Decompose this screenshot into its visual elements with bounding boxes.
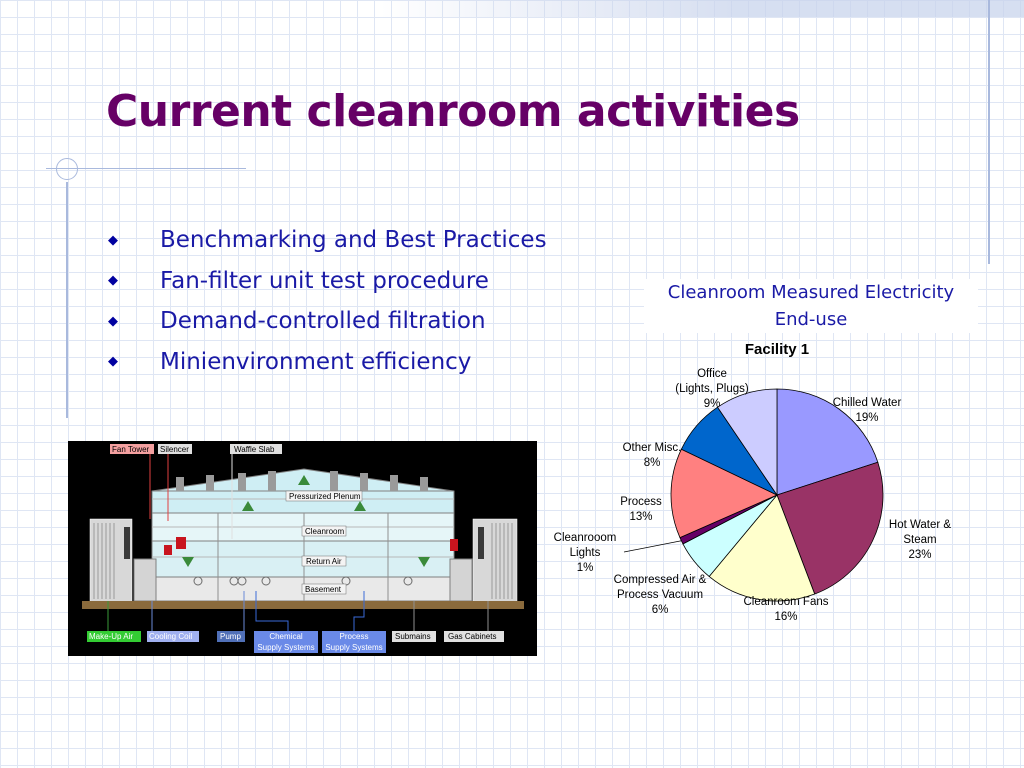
svg-text:Cleanroom: Cleanroom [305, 527, 345, 536]
svg-text:Fan Tower: Fan Tower [112, 445, 150, 454]
bullet-item [104, 261, 547, 302]
silencer-label [158, 444, 192, 454]
left-building-side [90, 519, 132, 603]
pie-slice-label: Other Misc. 8% [622, 442, 682, 469]
header-decoration-band [380, 0, 1024, 17]
make-up-air-label [87, 631, 141, 642]
chart-caption-line: End-use [774, 309, 848, 330]
svg-text:Supply Systems: Supply Systems [325, 643, 383, 652]
slide-title: Current cleanroom activities [106, 86, 800, 137]
bullet-text: Demand-controlled filtration [160, 308, 486, 335]
decorative-ring [56, 158, 78, 180]
svg-text:Supply Systems: Supply Systems [257, 643, 315, 652]
diamond-bullet-icon: ◆ [108, 354, 118, 370]
right-building-side [473, 519, 517, 603]
bullet-list [104, 220, 547, 382]
bullet-text: Minienvironment efficiency [160, 348, 472, 375]
cleanroom-label [302, 526, 346, 536]
bullet-text: Fan-filter unit test procedure [160, 267, 489, 294]
bullet-item [104, 301, 547, 342]
cooling-coil-label [147, 631, 199, 642]
svg-text:Pump: Pump [220, 632, 241, 641]
svg-text:Chemical: Chemical [269, 632, 303, 641]
pie-slice-label: Process 13% [620, 496, 662, 523]
chart-caption [644, 279, 978, 333]
diamond-bullet-icon: ◆ [108, 313, 118, 329]
bullet-item [104, 220, 547, 261]
pie-slice-label: Office (Lights, Plugs) 9% [675, 368, 749, 410]
svg-text:Make-Up Air: Make-Up Air [89, 632, 134, 641]
svg-text:Process: Process [339, 632, 369, 641]
gas-cabinets-label [444, 631, 504, 642]
svg-text:Pressurized Plenum: Pressurized Plenum [289, 492, 361, 501]
svg-text:Basement: Basement [305, 585, 342, 594]
chemical-supply-label [254, 631, 318, 653]
pie-slice-label: Compressed Air & Process Vacuum 6% [613, 574, 707, 616]
pressurized-plenum-label [286, 491, 362, 501]
svg-text:Return Air: Return Air [306, 557, 342, 566]
svg-text:Waffle Slab: Waffle Slab [234, 445, 275, 454]
pie-slice-label: Chilled Water 19% [832, 397, 902, 424]
return-air-label [302, 556, 346, 566]
svg-text:Gas Cabinets: Gas Cabinets [448, 632, 497, 641]
foundation-slab [82, 601, 524, 609]
diamond-bullet-icon: ◆ [108, 273, 118, 289]
chart-title: Facility 1 [744, 341, 810, 358]
basement-label [302, 584, 346, 594]
cleanroom-cross-section-diagram [68, 441, 537, 656]
fan-tower-label [110, 444, 154, 454]
pie-leader-line [624, 541, 681, 552]
svg-text:Cooling Coil: Cooling Coil [149, 632, 193, 641]
svg-text:Silencer: Silencer [160, 445, 189, 454]
diamond-bullet-icon: ◆ [108, 232, 118, 248]
bullet-item [104, 342, 547, 383]
bullet-text: Benchmarking and Best Practices [160, 227, 547, 254]
pie-slice-label: Cleanroom Fans 16% [743, 596, 829, 623]
pie-slice-label: Hot Water & Steam 23% [888, 519, 952, 561]
pump-label [217, 631, 245, 642]
pie-chart [540, 335, 980, 635]
pie-slice-label: Cleanrooom Lights 1% [553, 532, 617, 574]
chart-caption-line: Cleanroom Measured Electricity [667, 282, 955, 303]
decorative-vertical-line-left [66, 182, 68, 418]
submains-label [392, 631, 436, 642]
svg-text:Submains: Submains [395, 632, 431, 641]
process-supply-label [322, 631, 386, 653]
decorative-vertical-line-right [988, 0, 990, 264]
waffle-slab-label [230, 444, 282, 454]
